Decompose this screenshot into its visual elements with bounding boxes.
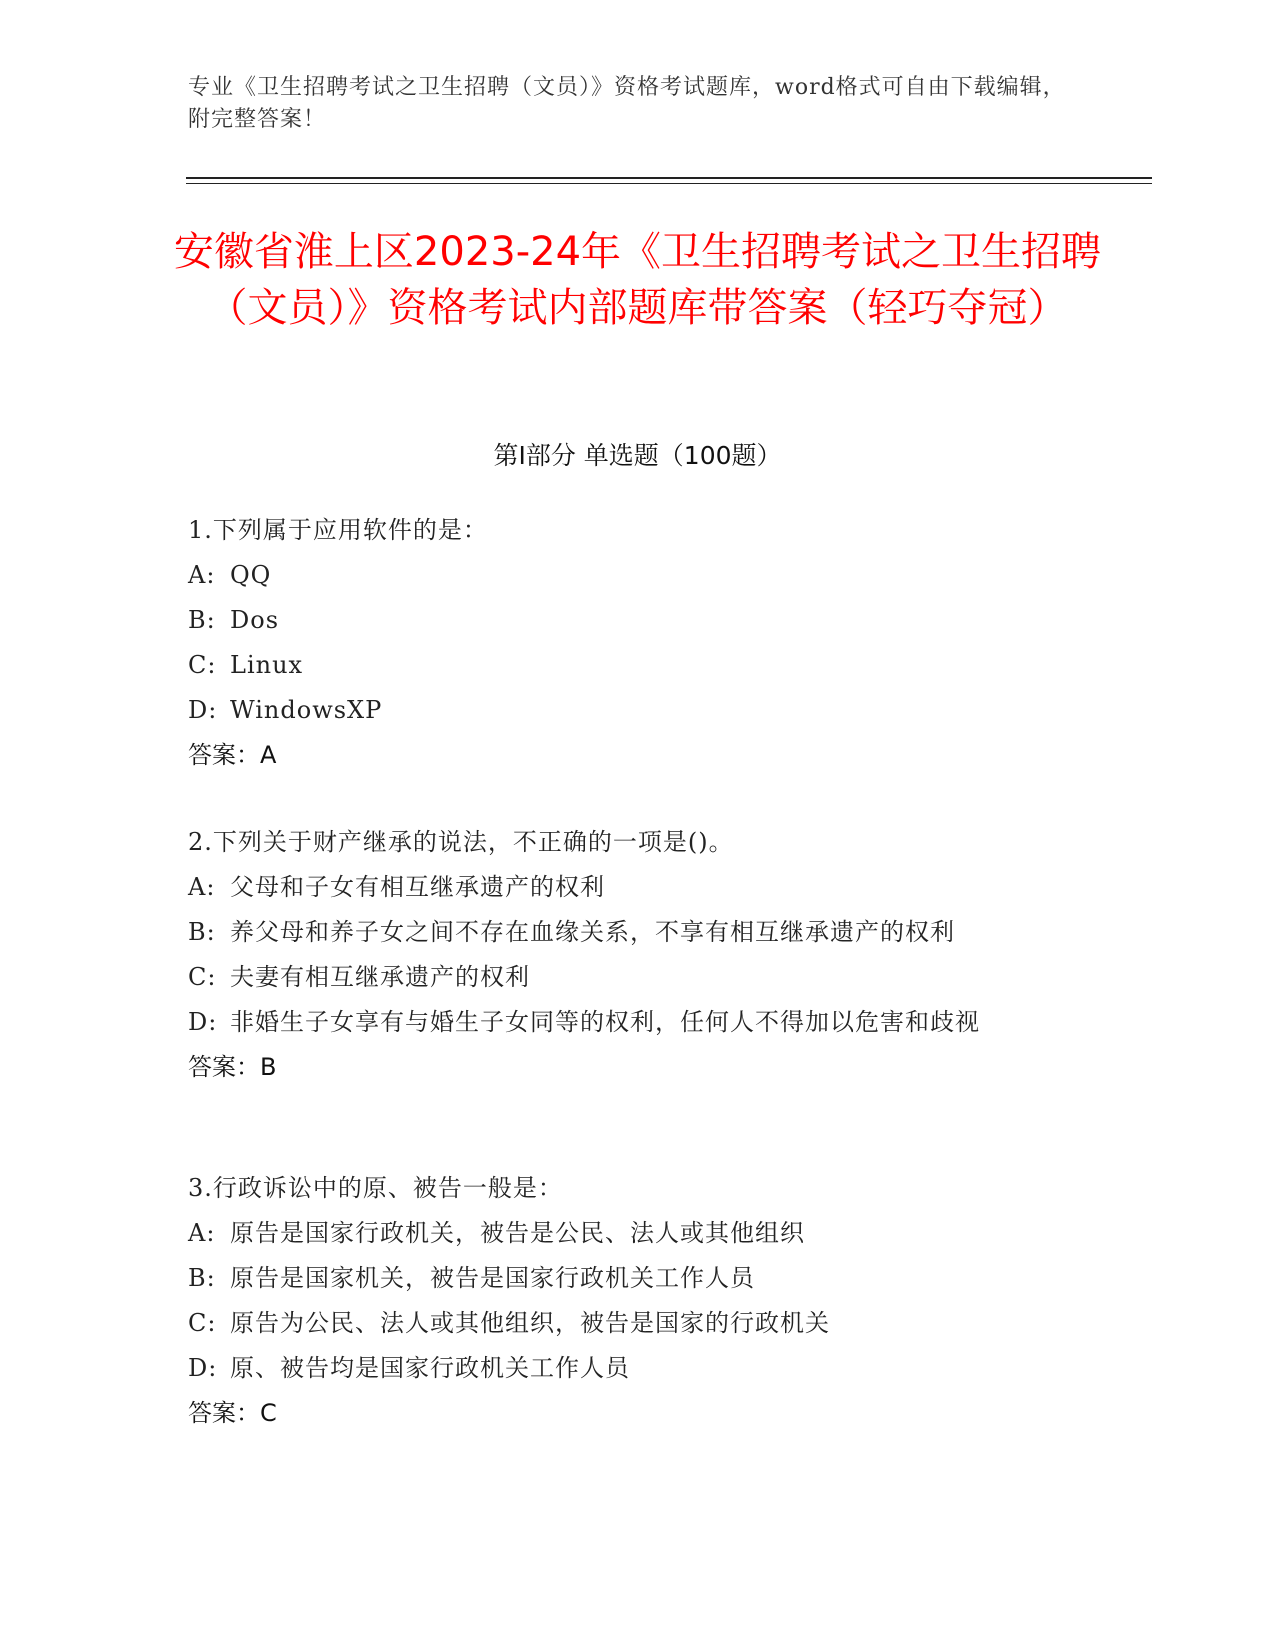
option-key: B: (188, 918, 216, 946)
header-rule-thin (186, 183, 1152, 184)
option-text: 非婚生子女享有与婚生子女同等的权利，任何人不得加以危害和歧视 (230, 1008, 980, 1036)
option-text: 原告是国家行政机关，被告是公民、法人或其他组织 (230, 1219, 805, 1247)
option-b (188, 598, 1088, 643)
option-c (188, 955, 1088, 1000)
option-text: 原告为公民、法人或其他组织，被告是国家的行政机关 (230, 1309, 830, 1337)
option-a (188, 553, 1088, 598)
option-text: 父母和子女有相互继承遗产的权利 (230, 873, 605, 901)
option-key: D: (188, 1008, 218, 1036)
answer-label: 答案：C (188, 1399, 277, 1427)
question-block-1 (188, 508, 1088, 778)
question-text: 2.下列关于财产继承的说法，不正确的一项是()。 (188, 828, 734, 856)
option-key: A: (188, 1219, 216, 1247)
option-key: A: (188, 561, 216, 589)
question-text: 1.下列属于应用软件的是： (188, 516, 488, 544)
option-a (188, 865, 1088, 910)
answer-label: 答案：A (188, 741, 277, 769)
option-d (188, 1000, 1088, 1045)
option-key: D: (188, 696, 218, 724)
document-title: 安徽省淮上区2023-24年《卫生招聘考试之卫生招聘（文员）》资格考试内部题库带答案（轻巧夺冠） (173, 229, 1102, 331)
option-b (188, 1256, 1088, 1301)
option-key: C: (188, 651, 217, 679)
option-d (188, 688, 1088, 733)
option-text: WindowsXP (230, 696, 383, 724)
option-key: C: (188, 1309, 217, 1337)
option-text: Dos (230, 606, 280, 634)
question-block-2 (188, 820, 1088, 1090)
option-text: 原、被告均是国家行政机关工作人员 (230, 1354, 630, 1382)
option-key: A: (188, 873, 216, 901)
option-c (188, 1301, 1088, 1346)
option-d (188, 1346, 1088, 1391)
option-key: C: (188, 963, 217, 991)
answer-label: 答案：B (188, 1053, 277, 1081)
question-block-3 (188, 1166, 1088, 1436)
option-key: B: (188, 606, 216, 634)
option-text: 养父母和养子女之间不存在血缘关系，不享有相互继承遗产的权利 (230, 918, 955, 946)
option-key: D: (188, 1354, 218, 1382)
option-key: B: (188, 1264, 216, 1292)
option-text: QQ (230, 561, 272, 589)
header-note: 专业《卫生招聘考试之卫生招聘（文员）》资格考试题库，word格式可自由下载编辑，附完整答案！ (188, 75, 1066, 132)
option-a (188, 1211, 1088, 1256)
option-text: 夫妻有相互继承遗产的权利 (230, 963, 530, 991)
option-text: Linux (230, 651, 304, 679)
section-title: 第Ⅰ部分 单选题（100题） (493, 441, 782, 470)
question-text: 3.行政诉讼中的原、被告一般是： (188, 1174, 563, 1202)
option-text: 原告是国家机关，被告是国家行政机关工作人员 (230, 1264, 755, 1292)
option-b (188, 910, 1088, 955)
option-c (188, 643, 1088, 688)
header-rule-thick (186, 177, 1152, 179)
